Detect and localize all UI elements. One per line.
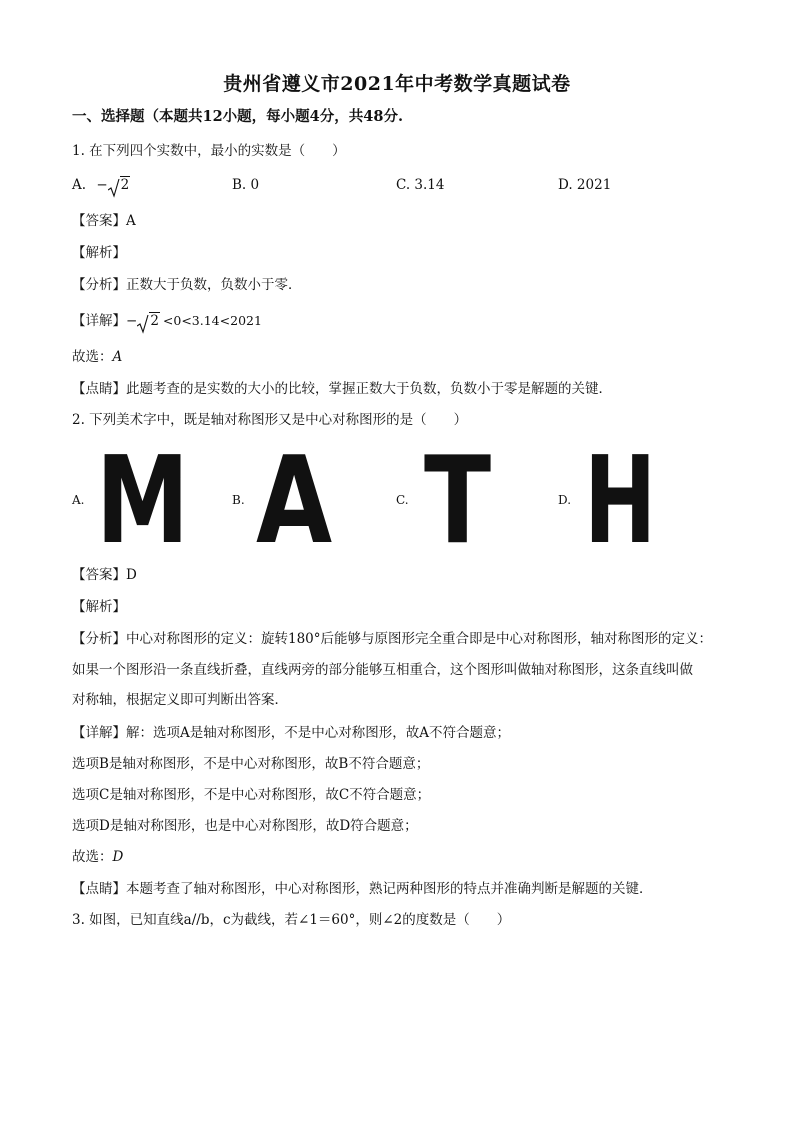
xiangjie-text: 解：选项A是轴对称图形，不是中心对称图形，故A不符合题意； xyxy=(126,725,510,741)
xiangjie-rest: <0<3.14<2021 xyxy=(162,313,262,328)
q1-option-a-minus: − xyxy=(96,177,108,193)
q2-option-b-label: B. xyxy=(232,493,245,507)
xiangjie-minus: − xyxy=(126,313,138,329)
q2-line-d: 选项D是轴对称图形，也是中心对称图形，故D符合题意； xyxy=(72,818,418,834)
q2-line-b: 选项B是轴对称图形，不是中心对称图形，故B不符合题意； xyxy=(72,756,430,772)
guxuan-value: A xyxy=(112,349,123,365)
answer-tag: 【答案】 xyxy=(72,213,126,229)
fenxi-text-1: 中心对称图形的定义：旋转180°后能够与原图形完全重合即是中心对称图形，轴对称图形的定义： xyxy=(126,631,713,647)
sqrt-symbol xyxy=(137,314,149,334)
answer-value: A xyxy=(126,213,136,229)
guxuan-label: 故选： xyxy=(72,849,113,865)
q2-line-c: 选项C是轴对称图形，不是中心对称图形，故C不符合题意； xyxy=(72,787,431,803)
fenxi-tag: 【分析】 xyxy=(72,277,126,293)
q2-answer xyxy=(72,566,137,584)
q1-option-a-radicand: 2 xyxy=(120,177,130,193)
fenxi-tag: 【分析】 xyxy=(72,631,126,647)
q1-option-a-label: A. xyxy=(72,177,87,193)
section-heading: 一、选择题（本题共12小题，每小题4分，共48分. xyxy=(72,108,403,125)
q1-dianjing xyxy=(72,380,612,398)
dianjing-text: 本题考查了轴对称图形，中心对称图形，熟记两种图形的特点并准确判断是解题的关键． xyxy=(126,881,653,897)
xiangjie-tag: 【详解】 xyxy=(72,725,126,741)
q2-option-d-letter: H xyxy=(584,432,657,571)
q2-jiexi: 【解析】 xyxy=(72,599,126,615)
q3-stem: 3. 如图，已知直线a//b，c为截线，若∠1＝60°，则∠2的度数是（ ） xyxy=(72,912,511,928)
q1-option-a xyxy=(72,176,130,198)
dianjing-text: 此题考查的是实数的大小的比较，掌握正数大于负数，负数小于零是解题的关键． xyxy=(126,381,612,397)
xiangjie-radicand: 2 xyxy=(150,313,159,329)
guxuan-value: D xyxy=(112,849,124,865)
q2-dianjing xyxy=(72,880,653,898)
q2-fenxi-1 xyxy=(72,630,712,648)
q1-option-d: D. 2021 xyxy=(558,177,612,193)
q1-guxuan xyxy=(72,348,122,366)
q2-option-a-letter: M xyxy=(96,432,190,571)
fenxi-text: 正数大于负数，负数小于零． xyxy=(126,277,302,293)
q1-stem: 1. 在下列四个实数中，最小的实数是（ ） xyxy=(72,143,346,159)
page-title: 贵州省遵义市2021年中考数学真题试卷 xyxy=(223,73,571,95)
xiangjie-tag: 【详解】 xyxy=(72,313,126,329)
q1-fenxi xyxy=(72,276,302,294)
q2-fenxi-2: 如果一个图形沿一条直线折叠，直线两旁的部分能够互相重合，这个图形叫做轴对称图形，这条直线叫做 xyxy=(72,662,693,678)
q1-option-c: C. 3.14 xyxy=(396,177,445,193)
dianjing-tag: 【点睛】 xyxy=(72,381,126,397)
q2-guxuan xyxy=(72,848,123,866)
q2-fenxi-3: 对称轴，根据定义即可判断出答案． xyxy=(72,692,288,708)
q2-xiangjie xyxy=(72,724,510,742)
guxuan-label: 故选： xyxy=(72,349,113,365)
answer-value: D xyxy=(126,567,137,583)
q1-option-b: B. 0 xyxy=(232,177,260,193)
sqrt-symbol xyxy=(108,178,120,198)
answer-tag: 【答案】 xyxy=(72,567,126,583)
q2-option-b-letter: A xyxy=(256,432,333,571)
q1-answer xyxy=(72,212,136,230)
q2-option-c-label: C. xyxy=(396,493,409,507)
q2-option-d-label: D. xyxy=(558,493,572,507)
dianjing-tag: 【点睛】 xyxy=(72,881,126,897)
q2-option-a-label: A. xyxy=(72,493,85,507)
q1-xiangjie xyxy=(72,312,262,334)
q1-jiexi: 【解析】 xyxy=(72,245,126,261)
q2-stem: 2. 下列美术字中，既是轴对称图形又是中心对称图形的是（ ） xyxy=(72,412,468,428)
q2-option-c-letter: T xyxy=(424,432,492,571)
